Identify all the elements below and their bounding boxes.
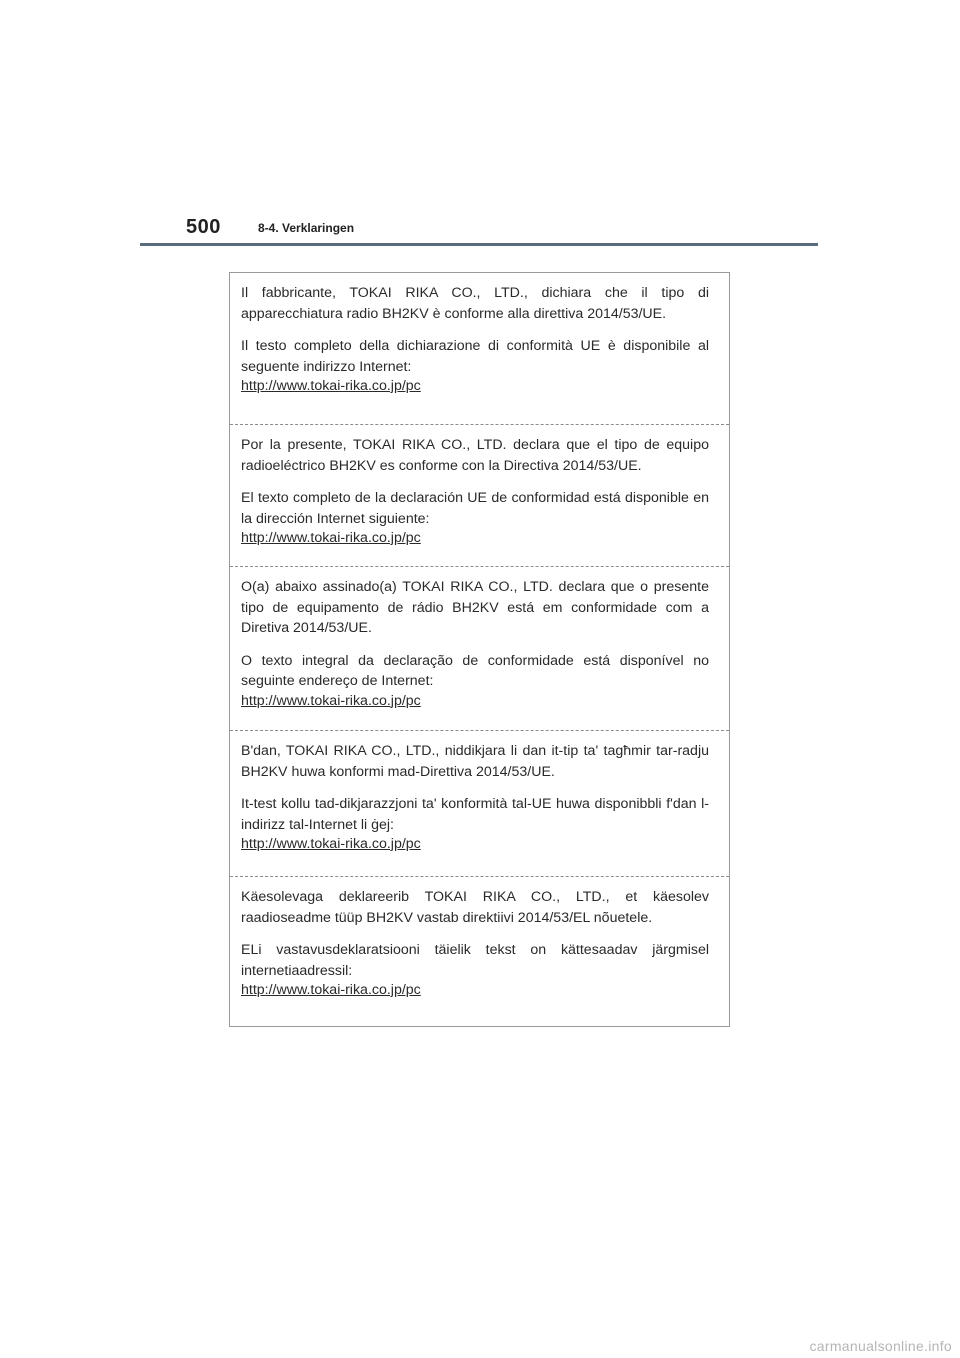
declaration-url-link[interactable]: http://www.tokai-rika.co.jp/pc (241, 530, 421, 546)
section-title: 8-4. Verklaringen (258, 221, 355, 235)
declaration-availability: ELi vastavusdeklaratsiooni täielik tekst on kättesaadav järgmisel internetiaadressil: (241, 942, 709, 979)
watermark: carmanualsonline.info (809, 1338, 952, 1354)
declaration-availability: It-test kollu tad-dikjarazzjoni ta' konformità tal-UE huwa disponibbli f'dan l-indirizz tal-Internet li ġej: (241, 796, 709, 833)
declaration-availability: El texto completo de la declaración UE de conformidad está disponible en la dirección Internet siguiente: (241, 490, 709, 527)
declaration-statement: Il fabbricante, TOKAI RIKA CO., LTD., dichiara che il tipo di apparecchiatura radio BH2KV è conforme alla direttiva 2014/53/UE. (241, 285, 709, 322)
header-rule (140, 243, 818, 246)
declaration-url-link[interactable]: http://www.tokai-rika.co.jp/pc (241, 836, 421, 852)
declaration-availability: Il testo completo della dichiarazione di conformità UE è disponibile al seguente indirizzo Internet: (241, 338, 709, 375)
declaration-statement: B'dan, TOKAI RIKA CO., LTD., niddikjara li dan it-tip ta' tagħmir tar-radju BH2KV huwa konformi mad-Direttiva 2014/53/UE. (241, 743, 709, 780)
declaration-url-link[interactable]: http://www.tokai-rika.co.jp/pc (241, 982, 421, 998)
page-number: 500 (186, 216, 221, 238)
declaration-box (229, 272, 730, 1027)
declaration-availability: O texto integral da declaração de conformidade está disponível no seguinte endereço de Internet: (241, 652, 709, 689)
declaration-url-link[interactable]: http://www.tokai-rika.co.jp/pc (241, 378, 421, 394)
declaration-statement: Por la presente, TOKAI RIKA CO., LTD. declara que el tipo de equipo radioeléctrico BH2KV es conforme con la Directiva 2014/53/UE. (241, 437, 709, 474)
declaration-italian (230, 273, 729, 424)
declaration-spanish (230, 424, 729, 566)
declaration-estonian (230, 876, 729, 1026)
declaration-url-link[interactable]: http://www.tokai-rika.co.jp/pc (241, 692, 421, 709)
declaration-statement: Käesolevaga deklareerib TOKAI RIKA CO., LTD., et käesolev raadioseadme tüüp BH2KV vastab direktiivi 2014/53/EL nõuetele. (241, 889, 709, 926)
declaration-statement: O(a) abaixo assinado(a) TOKAI RIKA CO., LTD. declara que o presente tipo de equipamento de rádio BH2KV está em conformidade com a Diretiva 2014/53/UE. (241, 579, 709, 636)
declaration-portuguese (230, 566, 729, 730)
declaration-maltese (230, 730, 729, 876)
